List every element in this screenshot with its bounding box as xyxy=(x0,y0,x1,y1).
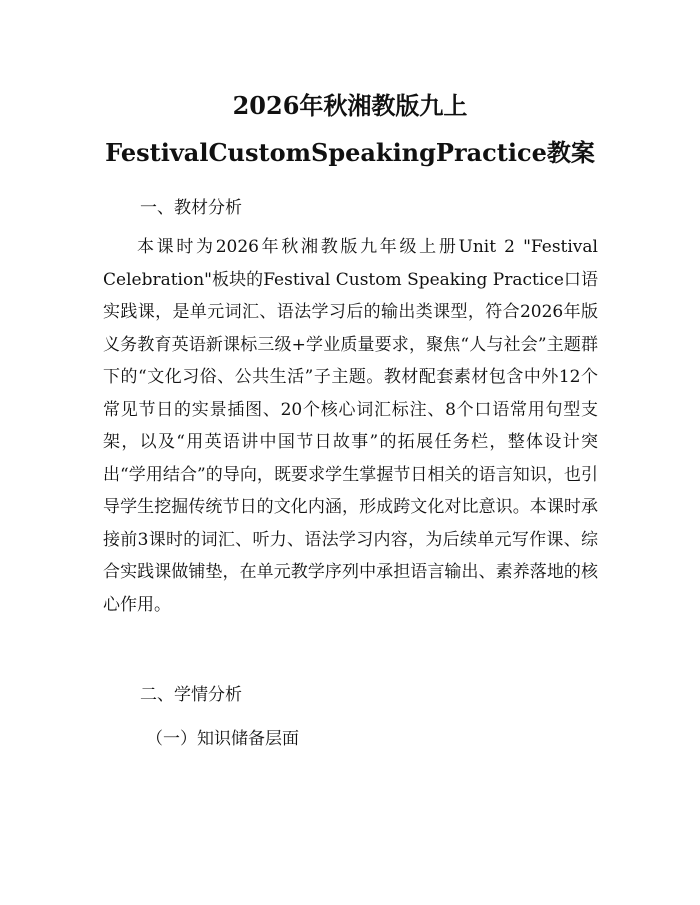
document-title-line-1: 2026年秋湘教版九上 xyxy=(232,91,468,120)
section-heading-learner-analysis: 二、学情分析 xyxy=(140,685,242,705)
document-title-line-2: FestivalCustomSpeakingPractice教案 xyxy=(105,138,595,167)
section-heading-textbook-analysis: 一、教材分析 xyxy=(140,198,242,218)
section-paragraph-textbook-analysis: 本课时为2026年秋湘教版九年级上册Unit 2 "Festival Celebration"板块的Festival Custom Speaking Practice口语实践课，是单元词汇、语法学习后的输出类课型，符合2026年版义务教育英语新课标三级+学业质量要求，聚焦“人与社会”主题群下的“文化习俗、公共生活”子主题。教材配套素材包含中外12个常见节日的实景插图、20个核心词汇标注、8个口语常用句型支架，以及“用英语讲中国节日故事”的拓展任务栏，整体设计突出“学用结合”的导向，既要求学生掌握节日相关的语言知识，也引导学生挖掘传统节日的文化内涵，形成跨文化对比意识。本课时承接前3课时的词汇、听力、语法学习内容，为后续单元写作课、综合实践课做铺垫，在单元教学序列中承担语言输出、素养落地的核心作用。 xyxy=(103,237,598,615)
subsection-heading-knowledge-reserve: （一）知识储备层面 xyxy=(146,729,299,749)
